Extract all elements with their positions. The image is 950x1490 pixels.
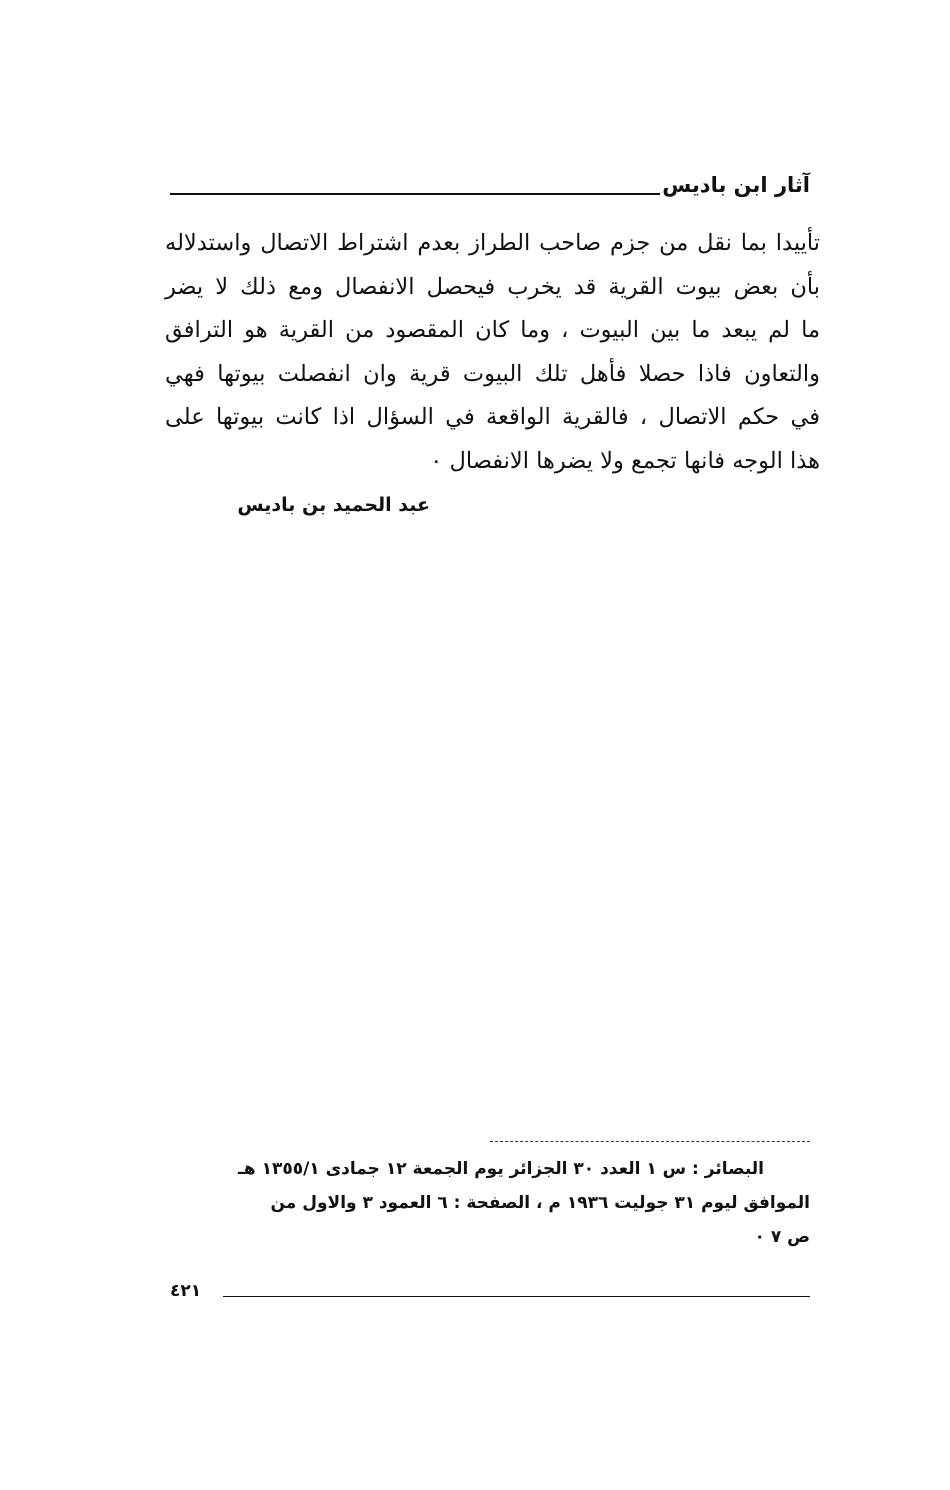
running-header-title: آثار ابن باديس	[662, 173, 810, 197]
body-line: بأن بعض بيوت القرية قد يخرب فيحصل الانفصال ومع ذلك لا يضر	[165, 273, 820, 300]
footer-rule	[223, 1296, 810, 1297]
footnote-line: الموافق ليوم ٣١ جوليت ١٩٣٦ م ، الصفحة : ٦ العمود ٣ والاول من	[270, 1193, 810, 1213]
page-footer	[170, 1278, 810, 1304]
footnote-line: ص ٧ ٠	[754, 1227, 810, 1247]
footnote	[170, 1152, 810, 1254]
header-rule	[170, 193, 660, 195]
author-signature: عبد الحميد بن باديس	[237, 494, 430, 516]
body-text	[165, 222, 820, 483]
body-line: في حكم الاتصال ، فالقرية الواقعة في السؤال اذا كانت بيوتها على	[165, 404, 820, 430]
running-header	[170, 168, 810, 202]
body-line: ما لم يبعد ما بين البيوت ، وما كان المقصود من القرية هو الترافق	[165, 317, 820, 343]
body-line: تأييدا بما نقل من جزم صاحب الطراز بعدم اشتراط الاتصال واستدلاله	[165, 230, 820, 256]
footnote-separator	[490, 1141, 810, 1142]
body-line: هذا الوجه فانها تجمع ولا يضرها الانفصال ٠	[430, 447, 820, 474]
footnote-line: البصائر : س ١ العدد ٣٠ الجزائر يوم الجمعة ١٢ جمادى ١٣٥٥/١ هـ	[238, 1159, 764, 1179]
body-line: والتعاون فاذا حصلا فأهل تلك البيوت قرية وان انفصلت بيوتها فهي	[165, 360, 820, 387]
page-number: ٤٢١	[170, 1281, 202, 1301]
